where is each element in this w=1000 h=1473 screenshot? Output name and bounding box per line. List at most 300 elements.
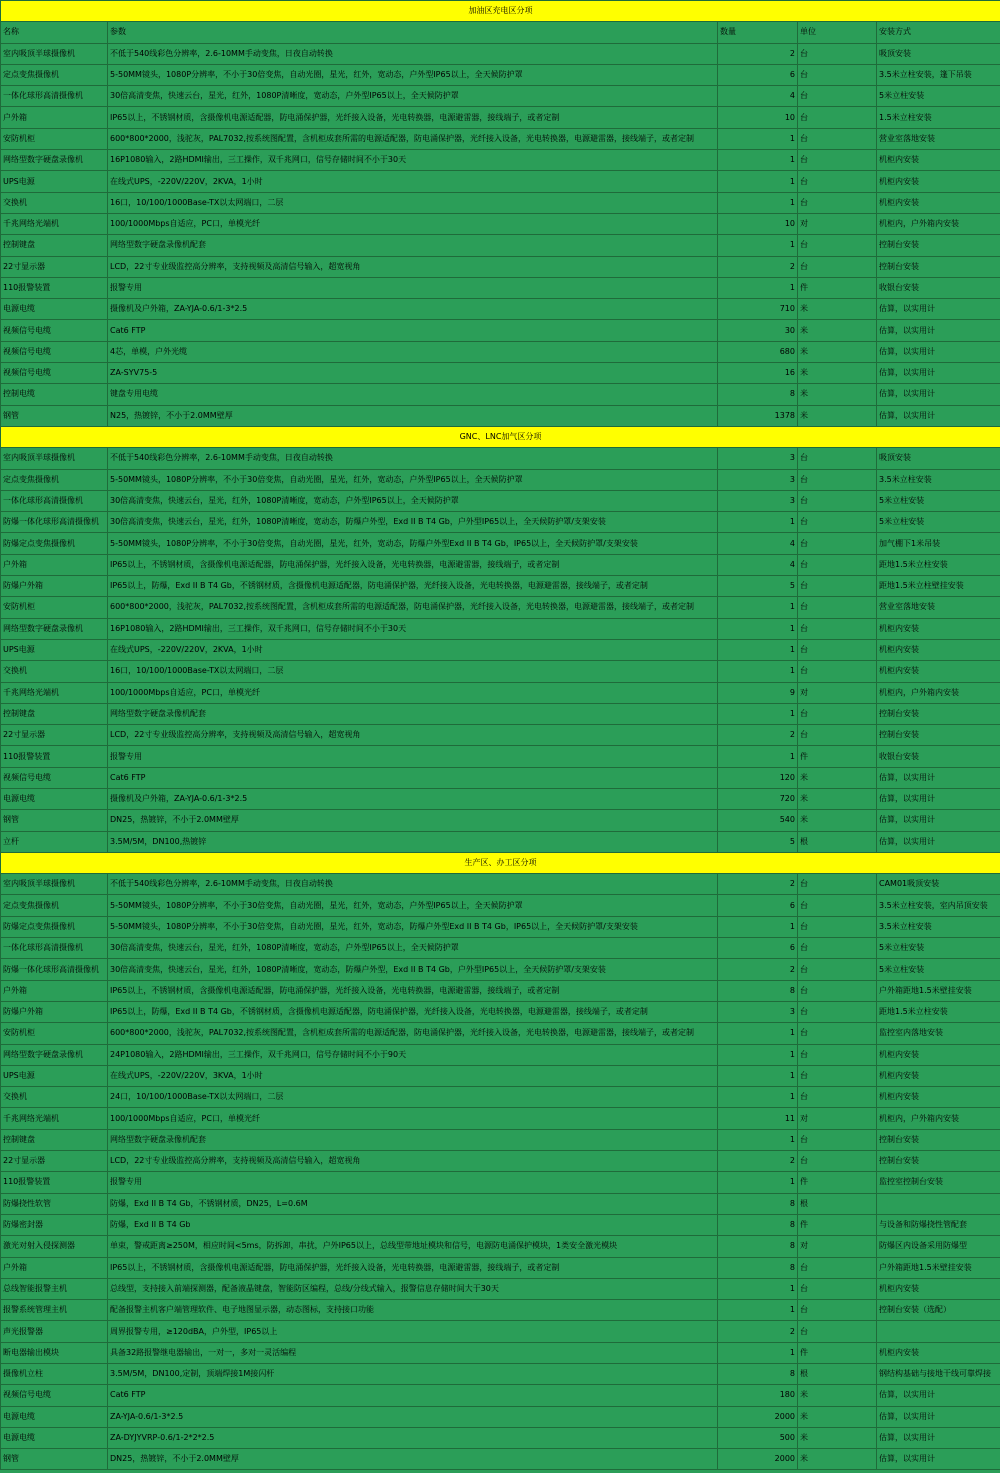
cell-name: 22寸显示器 — [1, 1151, 108, 1172]
cell-unit: 台 — [798, 448, 877, 469]
cell-qty: 30 — [718, 320, 798, 341]
cell-name: 声光报警器 — [1, 1321, 108, 1342]
cell-param: Cat6 FTP — [108, 767, 718, 788]
cell-unit: 台 — [798, 1087, 877, 1108]
table-row — [1, 448, 1000, 469]
cell-install: 机柜内安装 — [877, 1087, 1000, 1108]
cell-qty: 6 — [718, 895, 798, 916]
table-row — [1, 341, 1000, 362]
cell-param: 摄像机及户外箱，ZA-YJA-0.6/1-3*2.5 — [108, 788, 718, 809]
cell-install: 机柜内安装 — [877, 171, 1000, 192]
cell-qty: 500 — [718, 1427, 798, 1448]
cell-qty: 1 — [718, 192, 798, 213]
cell-qty: 8 — [718, 1257, 798, 1278]
cell-install: 机柜内，户外箱内安装 — [877, 682, 1000, 703]
table-row — [1, 661, 1000, 682]
table-row — [1, 916, 1000, 937]
table-row — [1, 150, 1000, 171]
cell-unit: 台 — [798, 171, 877, 192]
cell-unit: 台 — [798, 980, 877, 1001]
cell-name: 总线智能报警主机 — [1, 1278, 108, 1299]
table-row — [1, 171, 1000, 192]
cell-install: 户外箱距地1.5米壁挂安装 — [877, 1257, 1000, 1278]
cell-qty: 1 — [718, 1129, 798, 1150]
cell-param: 网络型数字硬盘录像机配套 — [108, 1129, 718, 1150]
table-row — [1, 1151, 1000, 1172]
cell-name: UPS电源 — [1, 1065, 108, 1086]
cell-unit: 米 — [798, 405, 877, 426]
cell-unit: 对 — [798, 213, 877, 234]
cell-unit: 台 — [798, 1257, 877, 1278]
table-row — [1, 746, 1000, 767]
table-row — [1, 1001, 1000, 1022]
cell-qty: 1 — [718, 618, 798, 639]
table-row — [1, 576, 1000, 597]
cell-qty: 1 — [718, 1300, 798, 1321]
cell-install: 距地1.5米立柱安装 — [877, 554, 1000, 575]
cell-name: 一体化球形高清摄像机 — [1, 938, 108, 959]
table-row — [1, 235, 1000, 256]
header-name: 名称 — [1, 22, 108, 43]
cell-name: 防爆挠性软管 — [1, 1193, 108, 1214]
table-row — [1, 1427, 1000, 1448]
cell-install: 机柜内安装 — [877, 192, 1000, 213]
cell-qty: 2 — [718, 1151, 798, 1172]
cell-unit: 台 — [798, 64, 877, 85]
cell-name: 防爆一体化球形高清摄像机 — [1, 512, 108, 533]
cell-name: 控制键盘 — [1, 235, 108, 256]
cell-qty: 8 — [718, 384, 798, 405]
cell-param: IP65以上，不锈钢材质，含摄像机电源适配器，防电涌保护器，光纤接入设备，光电转换器，电源避雷器，接线端子，或者定制 — [108, 107, 718, 128]
cell-unit: 台 — [798, 576, 877, 597]
cell-param: 30倍高清变焦，快速云台，星光，红外，1080P清晰度，宽动态，防爆户外型，Exd II B T4 Gb，户外型IP65以上，全天候防护罩/支架安装 — [108, 512, 718, 533]
cell-param: 100/1000Mbps自适应，PC口，单模光纤 — [108, 213, 718, 234]
section-header-row — [1, 1, 1000, 22]
header-param: 参数 — [108, 22, 718, 43]
cell-unit: 对 — [798, 1236, 877, 1257]
cell-param: 不低于540线彩色分辨率，2.6-10MM手动变焦，日夜自动转换 — [108, 43, 718, 64]
cell-unit: 台 — [798, 1278, 877, 1299]
cell-qty: 2 — [718, 725, 798, 746]
cell-unit: 台 — [798, 916, 877, 937]
cell-param: 600*800*2000，浅驼灰，PAL7032,按系统图配置，含机柜成套所需的电源适配器，防电涌保护器，光纤接入设备，光电转换器，电源避雷器，接线端子，或者定制 — [108, 1023, 718, 1044]
header-qty: 数量 — [718, 22, 798, 43]
table-row — [1, 1172, 1000, 1193]
cell-name: 网络型数字硬盘录像机 — [1, 1044, 108, 1065]
cell-unit: 台 — [798, 703, 877, 724]
cell-install: 机柜内安装 — [877, 1044, 1000, 1065]
table-row — [1, 1044, 1000, 1065]
cell-install: 营业室落地安装 — [877, 128, 1000, 149]
section-header-row — [1, 426, 1000, 447]
cell-qty: 8 — [718, 980, 798, 1001]
cell-name: 户外箱 — [1, 980, 108, 1001]
cell-qty: 1 — [718, 1342, 798, 1363]
section-title: GNC、LNC加气区分项 — [1, 426, 1000, 447]
cell-param: 16口，10/100/1000Base-TX以太网端口，二层 — [108, 661, 718, 682]
cell-param: 摄像机及户外箱，ZA-YJA-0.6/1-3*2.5 — [108, 299, 718, 320]
cell-qty: 2 — [718, 874, 798, 895]
cell-install: 估算，以实用计 — [877, 320, 1000, 341]
cell-name: 电源电缆 — [1, 299, 108, 320]
cell-name: 断电器输出模块 — [1, 1342, 108, 1363]
cell-name: 报警系统管理主机 — [1, 1300, 108, 1321]
cell-install: 估算，以实用计 — [877, 810, 1000, 831]
cell-param: 24口，10/100/1000Base-TX以太网端口，二层 — [108, 1087, 718, 1108]
table-row — [1, 384, 1000, 405]
table-body — [1, 1, 1000, 1470]
cell-unit: 台 — [798, 895, 877, 916]
cell-qty: 1 — [718, 512, 798, 533]
cell-param: ZA-SYV75-5 — [108, 363, 718, 384]
cell-install: 估算，以实用计 — [877, 767, 1000, 788]
cell-unit: 台 — [798, 150, 877, 171]
cell-name: 钢管 — [1, 405, 108, 426]
cell-param: 4芯，单模，户外光缆 — [108, 341, 718, 362]
table-row — [1, 597, 1000, 618]
cell-install: 5米立柱安装 — [877, 512, 1000, 533]
cell-qty: 710 — [718, 299, 798, 320]
cell-unit: 件 — [798, 277, 877, 298]
table-row — [1, 405, 1000, 426]
cell-unit: 台 — [798, 1321, 877, 1342]
cell-name: UPS电源 — [1, 639, 108, 660]
cell-param: 5-50MM镜头，1080P分辨率，不小于30倍变焦，自动光圈，星光，红外，宽动态，防爆户外型Exd II B T4 Gb，IP65以上，全天候防护罩/支架安装 — [108, 533, 718, 554]
cell-install: 监控室控制台安装 — [877, 1172, 1000, 1193]
cell-param: DN25，热镀锌，不小于2.0MM壁厚 — [108, 1449, 718, 1470]
cell-qty: 1 — [718, 1065, 798, 1086]
table-row — [1, 788, 1000, 809]
cell-qty: 1 — [718, 1087, 798, 1108]
cell-name: 防爆密封器 — [1, 1214, 108, 1235]
cell-param: 600*800*2000，浅驼灰，PAL7032,按系统图配置，含机柜成套所需的电源适配器，防电涌保护器，光纤接入设备，光电转换器，电源避雷器，接线端子，或者定制 — [108, 597, 718, 618]
cell-qty: 1 — [718, 1023, 798, 1044]
cell-qty: 1 — [718, 597, 798, 618]
cell-install: 与设备和防爆挠性管配套 — [877, 1214, 1000, 1235]
section-header-row — [1, 852, 1000, 873]
cell-install: 机柜内安装 — [877, 1065, 1000, 1086]
cell-param: 配备报警主机客户端管理软件、电子地图显示器，动态图标，支持接口功能 — [108, 1300, 718, 1321]
cell-param: ZA-DYJYVRP-0.6/1-2*2*2.5 — [108, 1427, 718, 1448]
cell-qty: 2 — [718, 1321, 798, 1342]
cell-unit: 根 — [798, 1364, 877, 1385]
cell-name: 户外箱 — [1, 1257, 108, 1278]
cell-param: 网络型数字硬盘录像机配套 — [108, 703, 718, 724]
cell-param: IP65以上，不锈钢材质，含摄像机电源适配器，防电涌保护器，光纤接入设备，光电转换器，电源避雷器，接线端子，或者定制 — [108, 554, 718, 575]
cell-param: IP65以上，不锈钢材质，含摄像机电源适配器，防电涌保护器，光纤接入设备，光电转换器，电源避雷器，接线端子，或者定制 — [108, 1257, 718, 1278]
table-row — [1, 192, 1000, 213]
cell-name: UPS电源 — [1, 171, 108, 192]
cell-unit: 台 — [798, 43, 877, 64]
cell-unit: 台 — [798, 959, 877, 980]
table-row — [1, 107, 1000, 128]
cell-install: 营业室落地安装 — [877, 597, 1000, 618]
table-row — [1, 363, 1000, 384]
table-row — [1, 1364, 1000, 1385]
cell-param: 600*800*2000，浅驼灰，PAL7032,按系统图配置，含机柜成套所需的电源适配器，防电涌保护器，光纤接入设备，光电转换器，电源避雷器，接线端子，或者定制 — [108, 128, 718, 149]
cell-name: 交换机 — [1, 661, 108, 682]
cell-param: 16P1080输入，2路HDMI输出，三工操作，双千兆网口，信号存储时间不小于30天 — [108, 618, 718, 639]
cell-install: 5米立柱安装 — [877, 938, 1000, 959]
table-row — [1, 1214, 1000, 1235]
cell-qty: 1378 — [718, 405, 798, 426]
cell-install: 估算，以实用计 — [877, 1406, 1000, 1427]
table-row — [1, 725, 1000, 746]
cell-qty: 4 — [718, 533, 798, 554]
table-row — [1, 1108, 1000, 1129]
cell-name: 户外箱 — [1, 554, 108, 575]
cell-unit: 根 — [798, 1193, 877, 1214]
cell-param: 24P1080输入，2路HDMI输出，三工操作，双千兆网口，信号存储时间不小于90天 — [108, 1044, 718, 1065]
cell-param: 3.5M/5M，DN100,定制，顶端焊接1M接闪杆 — [108, 1364, 718, 1385]
cell-name: 室内吸顶半球摄像机 — [1, 874, 108, 895]
cell-unit: 台 — [798, 469, 877, 490]
cell-unit: 米 — [798, 1406, 877, 1427]
cell-qty: 2000 — [718, 1449, 798, 1470]
cell-qty: 180 — [718, 1385, 798, 1406]
cell-qty: 6 — [718, 64, 798, 85]
cell-qty: 540 — [718, 810, 798, 831]
cell-unit: 对 — [798, 682, 877, 703]
cell-qty: 3 — [718, 1001, 798, 1022]
table-row — [1, 874, 1000, 895]
cell-name: 千兆网络光端机 — [1, 682, 108, 703]
cell-param: 键盘专用电缆 — [108, 384, 718, 405]
cell-qty: 5 — [718, 831, 798, 852]
cell-qty: 4 — [718, 86, 798, 107]
section-title: 生产区、办工区分项 — [1, 852, 1000, 873]
cell-qty: 1 — [718, 746, 798, 767]
cell-param: 报警专用 — [108, 277, 718, 298]
cell-name: 110报警装置 — [1, 746, 108, 767]
cell-qty: 720 — [718, 788, 798, 809]
cell-unit: 米 — [798, 810, 877, 831]
cell-name: 户外箱 — [1, 107, 108, 128]
cell-install: 估算，以实用计 — [877, 788, 1000, 809]
cell-unit: 台 — [798, 938, 877, 959]
cell-unit: 米 — [798, 1449, 877, 1470]
cell-qty: 10 — [718, 107, 798, 128]
table-row — [1, 64, 1000, 85]
table-row — [1, 86, 1000, 107]
header-unit: 单位 — [798, 22, 877, 43]
cell-name: 电源电缆 — [1, 788, 108, 809]
column-header-row — [1, 22, 1000, 43]
table-row — [1, 1406, 1000, 1427]
cell-name: 控制键盘 — [1, 703, 108, 724]
cell-qty: 8 — [718, 1364, 798, 1385]
cell-name: 钢管 — [1, 810, 108, 831]
cell-qty: 16 — [718, 363, 798, 384]
cell-name: 室内吸顶半球摄像机 — [1, 448, 108, 469]
cell-qty: 1 — [718, 703, 798, 724]
cell-unit: 台 — [798, 1065, 877, 1086]
cell-unit: 台 — [798, 235, 877, 256]
cell-unit: 台 — [798, 490, 877, 511]
cell-param: LCD，22寸专业级监控高分辨率，支持视频及高清信号输入，超宽视角 — [108, 1151, 718, 1172]
cell-unit: 件 — [798, 1172, 877, 1193]
cell-name: 防爆户外箱 — [1, 1001, 108, 1022]
cell-param: 报警专用 — [108, 746, 718, 767]
table-row — [1, 703, 1000, 724]
cell-param: 30倍高清变焦，快速云台，星光，红外，1080P清晰度，宽动态，户外型IP65以上，全天候防护罩 — [108, 938, 718, 959]
cell-qty: 6 — [718, 938, 798, 959]
cell-param: LCD，22寸专业级监控高分辨率，支持视频及高清信号输入，超宽视角 — [108, 725, 718, 746]
cell-param: 100/1000Mbps自适应，PC口，单模光纤 — [108, 682, 718, 703]
cell-name: 电源电缆 — [1, 1406, 108, 1427]
table-row — [1, 256, 1000, 277]
table-row — [1, 490, 1000, 511]
table-row — [1, 213, 1000, 234]
cell-install: 吸顶安装 — [877, 448, 1000, 469]
cell-name: 网络型数字硬盘录像机 — [1, 618, 108, 639]
cell-param: N25，热镀锌，不小于2.0MM壁厚 — [108, 405, 718, 426]
table-row — [1, 682, 1000, 703]
cell-unit: 台 — [798, 1300, 877, 1321]
cell-install: 吸顶安装 — [877, 43, 1000, 64]
cell-name: 定点变焦摄像机 — [1, 469, 108, 490]
cell-unit: 台 — [798, 128, 877, 149]
cell-name: 一体化球形高清摄像机 — [1, 86, 108, 107]
cell-name: 110报警装置 — [1, 1172, 108, 1193]
cell-qty: 2000 — [718, 1406, 798, 1427]
cell-install: 3.5米立柱安装 — [877, 916, 1000, 937]
table-row — [1, 1449, 1000, 1470]
cell-name: 视频信号电缆 — [1, 767, 108, 788]
cell-param: DN25，热镀锌，不小于2.0MM壁厚 — [108, 810, 718, 831]
cell-name: 电源电缆 — [1, 1427, 108, 1448]
cell-unit: 台 — [798, 618, 877, 639]
cell-qty: 4 — [718, 554, 798, 575]
cell-unit: 米 — [798, 767, 877, 788]
cell-install: 收银台安装 — [877, 746, 1000, 767]
table-row — [1, 533, 1000, 554]
cell-qty: 1 — [718, 1278, 798, 1299]
cell-install: 估算，以实用计 — [877, 363, 1000, 384]
cell-name: 控制电缆 — [1, 384, 108, 405]
cell-name: 立杆 — [1, 831, 108, 852]
cell-name: 防爆户外箱 — [1, 576, 108, 597]
table-row — [1, 938, 1000, 959]
cell-qty: 1 — [718, 916, 798, 937]
cell-install: 机柜内安装 — [877, 639, 1000, 660]
cell-qty: 1 — [718, 235, 798, 256]
cell-name: 控制键盘 — [1, 1129, 108, 1150]
cell-install: 防爆区内设备采用防爆型 — [877, 1236, 1000, 1257]
cell-unit: 件 — [798, 746, 877, 767]
cell-qty: 8 — [718, 1214, 798, 1235]
table-row — [1, 618, 1000, 639]
cell-param: 报警专用 — [108, 1172, 718, 1193]
cell-param: 周界报警专用，≥120dBA，户外型，IP65以上 — [108, 1321, 718, 1342]
cell-install: 距地1.5米立柱安装 — [877, 1001, 1000, 1022]
cell-unit: 台 — [798, 1023, 877, 1044]
table-row — [1, 554, 1000, 575]
cell-install: 机柜内安装 — [877, 1342, 1000, 1363]
cell-unit: 台 — [798, 107, 877, 128]
cell-unit: 台 — [798, 1151, 877, 1172]
table-row — [1, 639, 1000, 660]
cell-param: 不低于540线彩色分辨率，2.6-10MM手动变焦，日夜自动转换 — [108, 874, 718, 895]
cell-unit: 米 — [798, 788, 877, 809]
cell-unit: 台 — [798, 597, 877, 618]
table-row — [1, 767, 1000, 788]
cell-name: 视频信号电缆 — [1, 320, 108, 341]
cell-qty: 1 — [718, 639, 798, 660]
cell-install: 控制台安装 — [877, 235, 1000, 256]
cell-qty: 2 — [718, 256, 798, 277]
cell-unit: 米 — [798, 363, 877, 384]
cell-unit: 台 — [798, 256, 877, 277]
cell-install: 估算，以实用计 — [877, 1449, 1000, 1470]
cell-unit: 台 — [798, 1129, 877, 1150]
cell-install: 机柜内，户外箱内安装 — [877, 1108, 1000, 1129]
cell-install — [877, 1321, 1000, 1342]
cell-unit: 台 — [798, 554, 877, 575]
cell-param: ZA-YJA-0.6/1-3*2.5 — [108, 1406, 718, 1427]
cell-unit: 台 — [798, 661, 877, 682]
table-row — [1, 980, 1000, 1001]
cell-param: 30倍高清变焦，快速云台，星光，红外，1080P清晰度，宽动态，户外型IP65以上，全天候防护罩 — [108, 490, 718, 511]
cell-param: 网络型数字硬盘录像机配套 — [108, 235, 718, 256]
cell-unit: 件 — [798, 1342, 877, 1363]
cell-name: 视频信号电缆 — [1, 363, 108, 384]
cell-qty: 2 — [718, 43, 798, 64]
cell-unit: 台 — [798, 639, 877, 660]
cell-param: 5-50MM镜头，1080P分辨率，不小于30倍变焦，自动光圈，星光，红外，宽动态，户外型IP65以上，全天候防护罩 — [108, 895, 718, 916]
cell-install: 距地1.5米立柱壁挂安装 — [877, 576, 1000, 597]
cell-install: 5米立柱安装 — [877, 86, 1000, 107]
cell-name: 钢管 — [1, 1449, 108, 1470]
cell-qty: 1 — [718, 150, 798, 171]
cell-install: 机柜内安装 — [877, 661, 1000, 682]
cell-unit: 台 — [798, 512, 877, 533]
cell-unit: 台 — [798, 1044, 877, 1065]
cell-unit: 米 — [798, 341, 877, 362]
cell-install: 3.5米立柱安装 — [877, 469, 1000, 490]
cell-install: 控制台安装 — [877, 725, 1000, 746]
cell-install: 5米立柱安装 — [877, 959, 1000, 980]
table-row — [1, 1257, 1000, 1278]
table-row — [1, 469, 1000, 490]
cell-install: 机柜内安装 — [877, 618, 1000, 639]
cell-unit: 根 — [798, 831, 877, 852]
cell-qty: 1 — [718, 277, 798, 298]
cell-name: 安防机柜 — [1, 1023, 108, 1044]
cell-param: 5-50MM镜头，1080P分辨率，不小于30倍变焦，自动光圈，星光，红外，宽动态，户外型IP65以上，全天候防护罩 — [108, 469, 718, 490]
cell-qty: 8 — [718, 1236, 798, 1257]
cell-install: 钢结构基础与接地干线可靠焊接 — [877, 1364, 1000, 1385]
cell-qty: 1 — [718, 1172, 798, 1193]
cell-install: 3.5米立柱安装，篷下吊装 — [877, 64, 1000, 85]
cell-name: 交换机 — [1, 1087, 108, 1108]
table-row — [1, 895, 1000, 916]
cell-install: 控制台安装 — [877, 1151, 1000, 1172]
cell-param: Cat6 FTP — [108, 1385, 718, 1406]
table-row — [1, 810, 1000, 831]
table-row — [1, 299, 1000, 320]
cell-name: 室内吸顶半球摄像机 — [1, 43, 108, 64]
cell-install: 户外箱距地1.5米壁挂安装 — [877, 980, 1000, 1001]
header-install: 安装方式 — [877, 22, 1000, 43]
table-row — [1, 1236, 1000, 1257]
cell-qty: 1 — [718, 128, 798, 149]
cell-param: 16口，10/100/1000Base-TX以太网端口，二层 — [108, 192, 718, 213]
cell-unit: 件 — [798, 1214, 877, 1235]
cell-param: 16P1080输入，2路HDMI输出，三工操作，双千兆网口，信号存储时间不小于30天 — [108, 150, 718, 171]
cell-install: 控制台安装 — [877, 1129, 1000, 1150]
cell-name: 22寸显示器 — [1, 256, 108, 277]
